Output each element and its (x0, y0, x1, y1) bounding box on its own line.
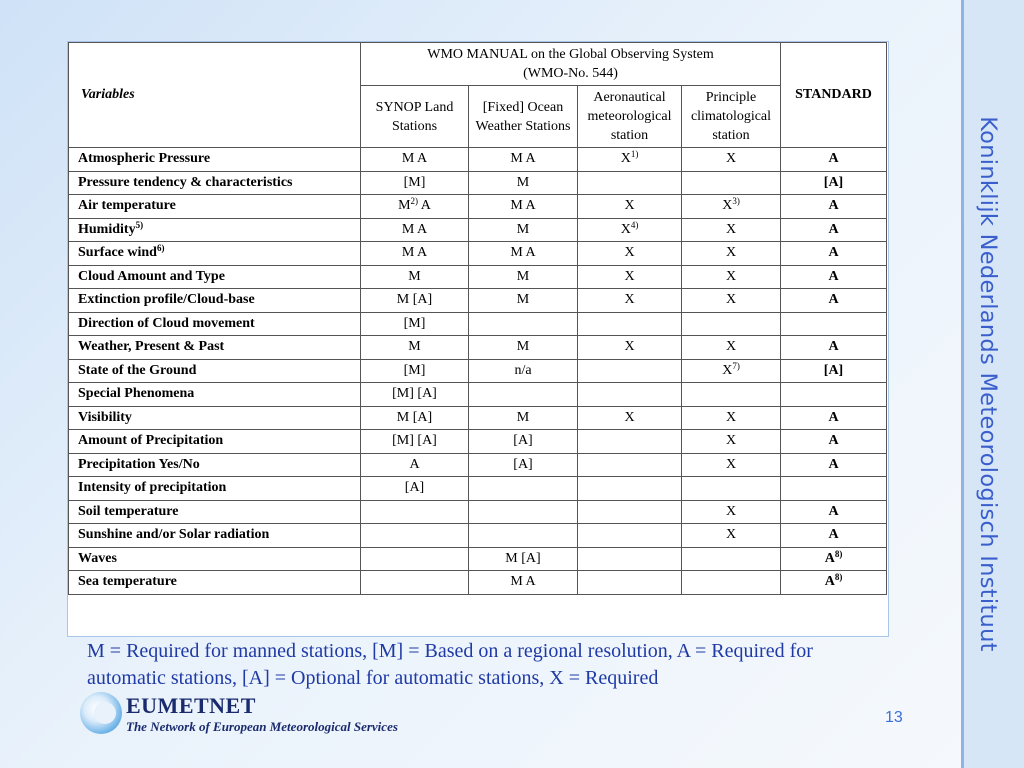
variable-name: Air temperature (78, 198, 176, 214)
table-row (69, 430, 887, 454)
variable-cell (69, 148, 361, 172)
cell-value: A (828, 339, 839, 355)
cell-standard (781, 312, 887, 336)
footnote-marker: 6) (156, 243, 165, 254)
variable-cell (69, 477, 361, 501)
table-row (69, 547, 887, 571)
cell-value: A (828, 268, 839, 284)
variable-cell (69, 336, 361, 360)
table-body (69, 148, 887, 595)
cell-value: X (624, 409, 635, 425)
cell-value: X (725, 151, 737, 167)
cell-value: A (828, 245, 839, 261)
cell-aero (578, 171, 682, 195)
header-clim: Principle climatological station (682, 86, 781, 148)
cell-clim (682, 265, 781, 289)
header-manual (361, 43, 781, 86)
cell-value: [A] (513, 456, 533, 472)
table-row (69, 453, 887, 477)
cell-value: A (828, 409, 839, 425)
variable-name: Special Phenomena (78, 386, 195, 402)
footnote-marker: 8) (834, 572, 843, 583)
cell-clim (682, 571, 781, 595)
cell-aero (578, 383, 682, 407)
cell-ocean (469, 148, 578, 172)
cell-synop (361, 242, 469, 266)
cell-value: M (516, 221, 530, 237)
cell-value: X (725, 409, 737, 425)
cell-clim (682, 430, 781, 454)
cell-value: A (828, 433, 839, 449)
cell-value: A (828, 503, 839, 519)
cell-standard (781, 547, 887, 571)
variable-cell (69, 571, 361, 595)
cell-synop (361, 571, 469, 595)
page-number: 13 (885, 709, 903, 726)
cell-aero (578, 148, 682, 172)
cell-synop (361, 171, 469, 195)
variable-cell (69, 312, 361, 336)
variable-cell (69, 242, 361, 266)
variable-cell (69, 265, 361, 289)
table-row (69, 406, 887, 430)
cell-ocean (469, 547, 578, 571)
table-row (69, 312, 887, 336)
cell-value: X (722, 198, 733, 214)
header-manual-number: (WMO-No. 544) (523, 66, 618, 81)
cell-clim (682, 312, 781, 336)
cell-standard (781, 406, 887, 430)
cell-standard (781, 571, 887, 595)
variable-cell (69, 453, 361, 477)
cell-standard (781, 171, 887, 195)
cell-synop (361, 336, 469, 360)
cell-aero (578, 571, 682, 595)
cell-aero (578, 218, 682, 242)
cell-aero (578, 289, 682, 313)
cell-value: [A] (404, 480, 425, 496)
variable-name: Amount of Precipitation (78, 433, 224, 449)
cell-value: M A (510, 198, 536, 214)
cell-standard (781, 195, 887, 219)
cell-value: X (624, 292, 635, 308)
header-standard: STANDARD (781, 43, 887, 148)
cell-value: M (516, 292, 530, 308)
variable-name: Extinction profile/Cloud-base (78, 292, 255, 308)
cell-value: M [A] (396, 409, 433, 425)
cell-synop (361, 524, 469, 548)
variable-name: Sunshine and/or Solar radiation (78, 527, 270, 543)
table-row (69, 171, 887, 195)
cell-synop (361, 218, 469, 242)
cell-clim (682, 547, 781, 571)
cell-synop (361, 453, 469, 477)
table-row (69, 148, 887, 172)
cell-standard (781, 524, 887, 548)
cell-ocean (469, 571, 578, 595)
table-row (69, 195, 887, 219)
cell-value: [M] (403, 362, 426, 378)
cell-aero (578, 359, 682, 383)
header-ocean: [Fixed] Ocean Weather Stations (469, 86, 578, 148)
side-title-text: Koninklijk Nederlands Meteorologisch Instituut (975, 116, 1001, 652)
cell-ocean (469, 195, 578, 219)
variable-name: Direction of Cloud movement (78, 315, 255, 331)
cell-aero (578, 500, 682, 524)
cell-value: M [A] (396, 292, 433, 308)
variable-cell (69, 171, 361, 195)
variable-cell (69, 406, 361, 430)
cell-aero (578, 312, 682, 336)
variable-cell (69, 500, 361, 524)
cell-value: M (516, 409, 530, 425)
variable-name: Cloud Amount and Type (78, 268, 225, 284)
cell-clim (682, 406, 781, 430)
footnote-marker: 7) (732, 360, 740, 371)
cell-value: A (828, 198, 839, 214)
cell-value: A (828, 221, 839, 237)
cell-value: X (725, 268, 737, 284)
cell-standard (781, 500, 887, 524)
cell-value: [M] (403, 174, 426, 190)
cell-value-suffix: A (418, 198, 431, 214)
observing-variables-table (68, 42, 887, 595)
variable-cell (69, 195, 361, 219)
variable-name: Pressure tendency & characteristics (78, 174, 293, 190)
cell-aero (578, 195, 682, 219)
table-row (69, 265, 887, 289)
cell-value: X (620, 151, 631, 167)
cell-value: X (624, 339, 635, 355)
cell-clim (682, 148, 781, 172)
cell-clim (682, 336, 781, 360)
cell-synop (361, 430, 469, 454)
cell-synop (361, 406, 469, 430)
cell-clim (682, 500, 781, 524)
variable-cell (69, 524, 361, 548)
header-aero: Aeronautical meteorological station (578, 86, 682, 148)
cell-ocean (469, 336, 578, 360)
variable-name: Visibility (78, 409, 132, 425)
cell-value: [A] (823, 174, 844, 190)
cell-value: [M] [A] (392, 386, 437, 402)
variable-cell (69, 430, 361, 454)
cell-ocean (469, 430, 578, 454)
legend-line-2: automatic stations, [A] = Optional for automatic stations, X = Required (87, 667, 659, 689)
cell-ocean (469, 524, 578, 548)
cell-aero (578, 265, 682, 289)
legend (87, 638, 937, 692)
cell-clim (682, 383, 781, 407)
cell-ocean (469, 289, 578, 313)
variable-cell (69, 218, 361, 242)
cell-clim (682, 359, 781, 383)
cell-value: A (824, 574, 835, 590)
cell-ocean (469, 406, 578, 430)
cell-value: X (725, 527, 737, 543)
cell-value: [M] [A] (392, 433, 437, 449)
table-row (69, 336, 887, 360)
cell-clim (682, 524, 781, 548)
cell-clim (682, 453, 781, 477)
table-row (69, 289, 887, 313)
cell-value: M A (510, 574, 536, 590)
cell-synop (361, 500, 469, 524)
variable-name: Humidity (78, 221, 136, 237)
cell-value: M (408, 339, 421, 355)
cell-ocean (469, 477, 578, 501)
table-row (69, 477, 887, 501)
variable-name: Sea temperature (78, 574, 177, 590)
table-row (69, 218, 887, 242)
cell-ocean (469, 500, 578, 524)
cell-standard (781, 289, 887, 313)
cell-standard (781, 242, 887, 266)
variable-name: Surface wind (78, 245, 157, 261)
cell-value: M (516, 268, 530, 284)
cell-value: M A (401, 245, 428, 261)
header-synop: SYNOP Land Stations (361, 86, 469, 148)
cell-value: [A] (823, 362, 844, 378)
cell-ocean (469, 383, 578, 407)
variable-name: Soil temperature (78, 503, 179, 519)
variable-name: Atmospheric Pressure (78, 151, 211, 167)
cell-value: M (398, 198, 411, 214)
cell-standard (781, 265, 887, 289)
side-title (953, 0, 1023, 768)
cell-clim (682, 477, 781, 501)
cell-value: X (624, 268, 635, 284)
cell-synop (361, 359, 469, 383)
variable-cell (69, 383, 361, 407)
cell-clim (682, 195, 781, 219)
cell-value: n/a (514, 362, 532, 378)
footnote-marker: 2) (410, 196, 419, 207)
footnote-marker: 4) (630, 219, 639, 230)
cell-value: M A (401, 151, 428, 167)
cell-clim (682, 289, 781, 313)
cell-value: M [A] (505, 550, 541, 566)
table-row (69, 500, 887, 524)
cell-standard (781, 383, 887, 407)
cell-value: M (516, 339, 530, 355)
cell-aero (578, 406, 682, 430)
cell-standard (781, 218, 887, 242)
cell-standard (781, 453, 887, 477)
cell-synop (361, 289, 469, 313)
cell-clim (682, 242, 781, 266)
footnote-marker: 5) (135, 219, 144, 230)
cell-value: M (408, 268, 421, 284)
cell-value: X (725, 245, 737, 261)
cell-value: A (828, 292, 839, 308)
variable-name: State of the Ground (78, 362, 197, 378)
cell-ocean (469, 265, 578, 289)
cell-value: X (620, 221, 631, 237)
cell-value: X (725, 456, 737, 472)
cell-synop (361, 148, 469, 172)
cell-synop (361, 265, 469, 289)
header-variables: Variables (69, 43, 361, 148)
cell-ocean (469, 359, 578, 383)
variable-name: Precipitation Yes/No (78, 456, 200, 472)
header-manual-title: WMO MANUAL on the Global Observing System (427, 47, 714, 62)
cell-standard (781, 430, 887, 454)
cell-value: A (828, 527, 839, 543)
cell-clim (682, 171, 781, 195)
cell-value: M A (510, 245, 536, 261)
variable-name: Weather, Present & Past (78, 339, 225, 355)
table-row (69, 524, 887, 548)
cell-aero (578, 524, 682, 548)
cell-standard (781, 359, 887, 383)
cell-value: A (828, 151, 839, 167)
cell-ocean (469, 171, 578, 195)
table-row (69, 383, 887, 407)
cell-value: X (722, 362, 733, 378)
cell-value: X (725, 433, 737, 449)
cell-value: A (828, 456, 839, 472)
cell-value: X (725, 339, 737, 355)
cell-synop (361, 195, 469, 219)
cell-ocean (469, 312, 578, 336)
cell-value: X (624, 198, 635, 214)
cell-aero (578, 453, 682, 477)
cell-aero (578, 336, 682, 360)
cell-value: [A] (513, 433, 533, 449)
cell-value: A (824, 550, 835, 566)
cell-value: X (725, 503, 737, 519)
cell-synop (361, 312, 469, 336)
cell-standard (781, 336, 887, 360)
cell-ocean (469, 242, 578, 266)
cell-value: X (624, 245, 635, 261)
cell-value: A (409, 456, 420, 472)
footnote-marker: 3) (732, 196, 740, 207)
legend-line-1: M = Required for manned stations, [M] = Based on a regional resolution, A = Required for (87, 640, 813, 662)
logo-subtitle: The Network of European Meteorological Services (126, 719, 398, 734)
logo-name: EUMETNET (126, 693, 256, 718)
table-row (69, 242, 887, 266)
cell-ocean (469, 453, 578, 477)
cell-ocean (469, 218, 578, 242)
table-row (69, 359, 887, 383)
cell-aero (578, 430, 682, 454)
eumetnet-logo (80, 690, 420, 738)
variable-cell (69, 547, 361, 571)
table-row (69, 571, 887, 595)
footnote-marker: 1) (630, 149, 639, 160)
variable-name: Intensity of precipitation (78, 480, 227, 496)
cell-standard (781, 477, 887, 501)
eumetnet-logo-icon (80, 692, 122, 734)
cell-value: X (725, 221, 737, 237)
cell-value: M A (510, 151, 536, 167)
cell-value: [M] (403, 315, 426, 331)
cell-value: M A (401, 221, 428, 237)
variable-cell (69, 359, 361, 383)
cell-synop (361, 477, 469, 501)
footnote-marker: 8) (834, 548, 843, 559)
cell-value: X (725, 292, 737, 308)
cell-synop (361, 383, 469, 407)
variable-cell (69, 289, 361, 313)
cell-aero (578, 477, 682, 501)
variable-name: Waves (78, 550, 117, 566)
cell-clim (682, 218, 781, 242)
cell-aero (578, 242, 682, 266)
cell-standard (781, 148, 887, 172)
cell-aero (578, 547, 682, 571)
cell-value: M (516, 174, 530, 190)
cell-synop (361, 547, 469, 571)
table-frame (67, 41, 889, 637)
